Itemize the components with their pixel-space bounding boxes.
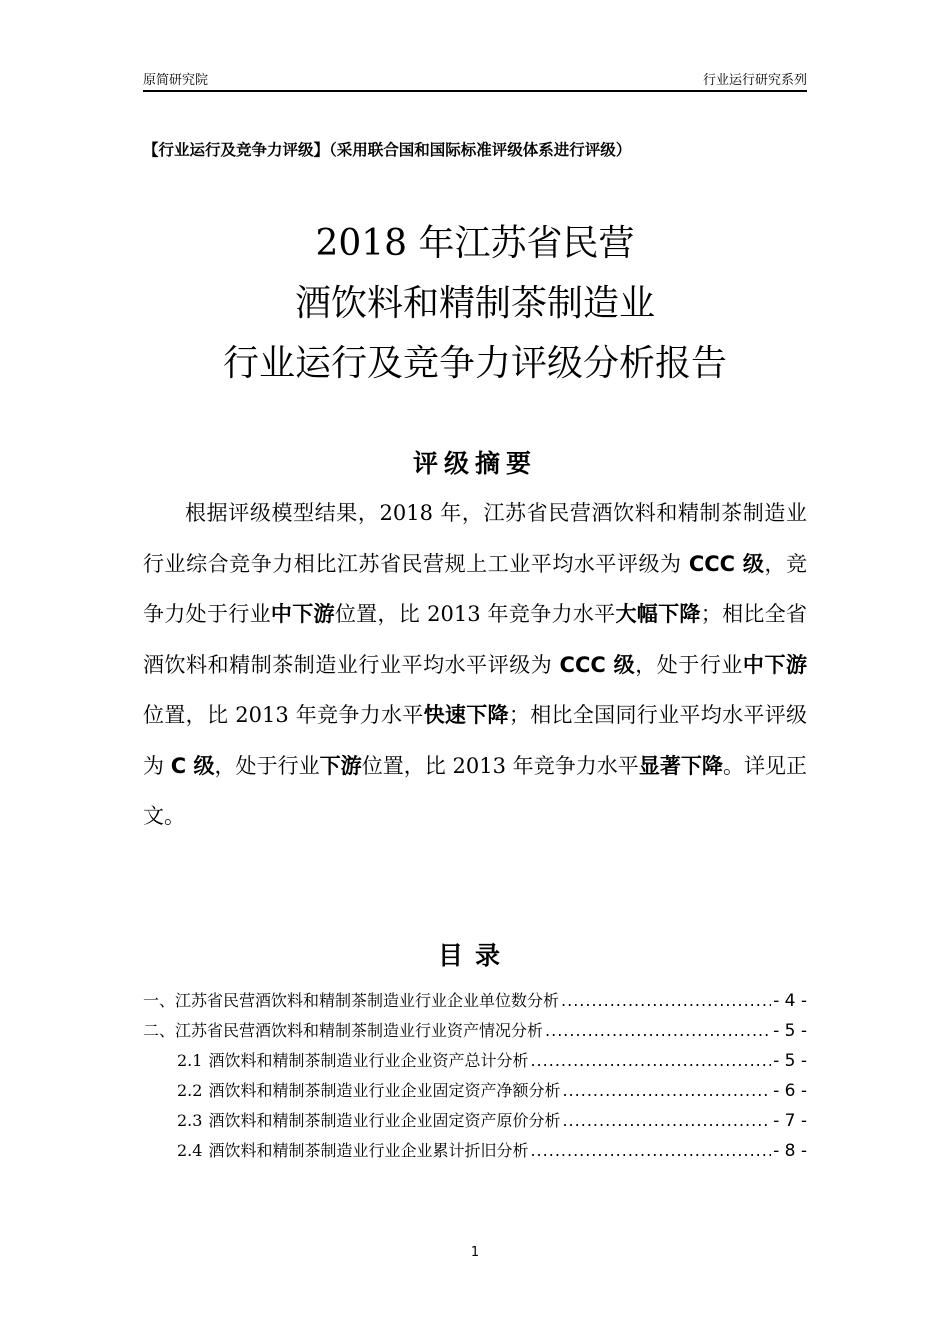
toc-item[interactable] [143,1078,807,1108]
toc-item-label: 二、江苏省民营酒饮料和精制茶制造业行业资产情况分析 [143,1021,544,1040]
toc-item[interactable] [143,1048,807,1078]
title-line-2: 酒饮料和精制茶制造业 [294,283,655,324]
toc-item-label: 酒饮料和精制茶制造业行业企业资产总计分析 [208,1051,529,1070]
toc-item-page: - 4 - [773,991,807,1011]
page-number: 1 [470,1245,480,1260]
summary-emphasis: C 级 [170,753,215,778]
toc-item[interactable] [143,1018,807,1048]
summary-text: 位置，比 2013 年竞争力水平 [361,753,639,778]
toc-item-page: - 5 - [773,1021,807,1041]
summary-text: ；相比全省酒饮料和精制茶制造业行业平均水平评级为 [143,602,808,677]
toc-item-number: 2.1 [177,1051,203,1070]
summary-emphasis: 快速下降 [423,703,509,727]
title-line-1: 2018 年江苏省民营 [315,223,635,264]
toc-leader-dots [562,1111,771,1130]
title-line-3: 行业运行及竞争力评级分析报告 [222,343,727,384]
toc-item-page: - 6 - [773,1081,807,1101]
summary-emphasis: 大幅下降 [615,602,701,626]
report-tagline: 【行业运行及竞争力评级】（采用联合国和国际标准评级体系进行评级） [143,141,632,159]
summary-text: 位置，比 2013 年竞争力水平 [143,703,424,727]
summary-heading: 评级摘要 [412,449,537,478]
toc-item-page: - 5 - [773,1051,807,1071]
toc-item-label: 酒饮料和精制茶制造业行业企业固定资产原价分析 [208,1111,561,1130]
toc-item[interactable] [143,1138,807,1168]
page-header [143,64,807,92]
toc-leader-dots [562,1081,771,1100]
header-series-name: 行业运行研究系列 [702,73,807,88]
summary-text: ；相比全国同行业平均水平评级为 [143,703,808,778]
toc-item-number: 2.3 [177,1111,203,1130]
summary-emphasis: 下游 [319,753,362,778]
toc-item-label: 一、江苏省民营酒饮料和精制茶制造业行业企业单位数分析 [143,991,560,1010]
summary-text: ，处于行业 [635,652,743,677]
summary-emphasis: CCC 级 [688,551,765,576]
summary-emphasis: 显著下降 [638,753,723,778]
header-org-name: 原简研究院 [143,73,209,88]
summary-text: ，竞争力处于行业 [143,551,807,626]
summary-emphasis: CCC 级 [559,652,636,677]
toc-leader-dots [530,1141,771,1160]
table-of-contents [143,988,807,1168]
toc-leader-dots [561,991,771,1010]
toc-leader-dots [530,1051,771,1070]
summary-emphasis: 中下游 [270,602,335,626]
toc-heading: 目录 [437,941,512,970]
toc-item-label: 酒饮料和精制茶制造业行业企业固定资产净额分析 [208,1081,561,1100]
toc-item[interactable] [143,1108,807,1138]
toc-item-page: - 8 - [773,1141,807,1161]
summary-text: 根据评级模型结果，2018 年，江苏省民营酒饮料和精制茶制造业行业综合竞争力相比江苏省民营规上工业平均水平评级为 [143,501,807,576]
toc-item[interactable] [143,988,807,1018]
summary-text: 。详见正文。 [143,753,808,828]
summary-emphasis: 中下游 [742,652,807,677]
toc-item-number: 2.2 [177,1081,203,1100]
toc-item-page: - 7 - [773,1111,807,1131]
summary-text: 位置，比 2013 年竞争力水平 [334,602,616,626]
toc-leader-dots [545,1021,771,1040]
report-title [143,214,807,394]
toc-item-label: 酒饮料和精制茶制造业行业企业累计折旧分析 [208,1141,529,1160]
summary-text: ，处于行业 [214,753,320,778]
toc-item-number: 2.4 [177,1141,203,1160]
summary-paragraph [143,488,807,842]
